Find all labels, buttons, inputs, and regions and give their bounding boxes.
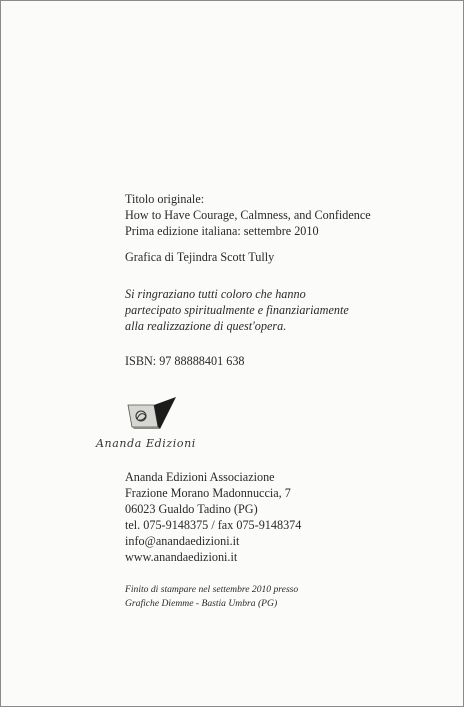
phone-fax: tel. 075-9148375 / fax 075-9148374	[125, 518, 302, 532]
graphics-credit: Grafica di Tejindra Scott Tully	[125, 250, 275, 264]
email-address: info@anandaedizioni.it	[125, 534, 240, 548]
original-title: How to Have Courage, Calmness, and Confidence	[125, 208, 371, 222]
publisher-address	[125, 469, 301, 565]
website-address: www.anandaedizioni.it	[125, 550, 238, 564]
city-line: 06023 Gualdo Tadino (PG)	[125, 502, 258, 516]
first-edition-line: Prima edizione italiana: settembre 2010	[125, 224, 319, 238]
original-title-label: Titolo originale:	[125, 192, 205, 206]
credits-block	[125, 191, 371, 239]
street-address: Frazione Morano Madonnuccia, 7	[125, 486, 291, 500]
acknowledgement-line: Si ringraziano tutti coloro che hanno	[125, 287, 306, 301]
publisher-logo-text: Ananda Edizioni	[96, 437, 196, 450]
publisher-name: Ananda Edizioni Associazione	[125, 470, 275, 484]
acknowledgements-block	[125, 286, 349, 334]
acknowledgement-line: partecipato spiritualmente e finanziariamente	[125, 303, 349, 317]
publisher-logo	[96, 397, 206, 457]
printing-date-line: Finito di stampare nel settembre 2010 presso	[125, 584, 299, 595]
printer-colophon	[125, 583, 298, 611]
printer-name-line: Grafiche Diemme - Bastia Umbra (PG)	[125, 598, 278, 609]
ananda-book-logo-icon	[124, 397, 178, 435]
acknowledgement-line: alla realizzazione di quest'opera.	[125, 319, 287, 333]
isbn: ISBN: 97 88888401 638	[125, 354, 245, 368]
